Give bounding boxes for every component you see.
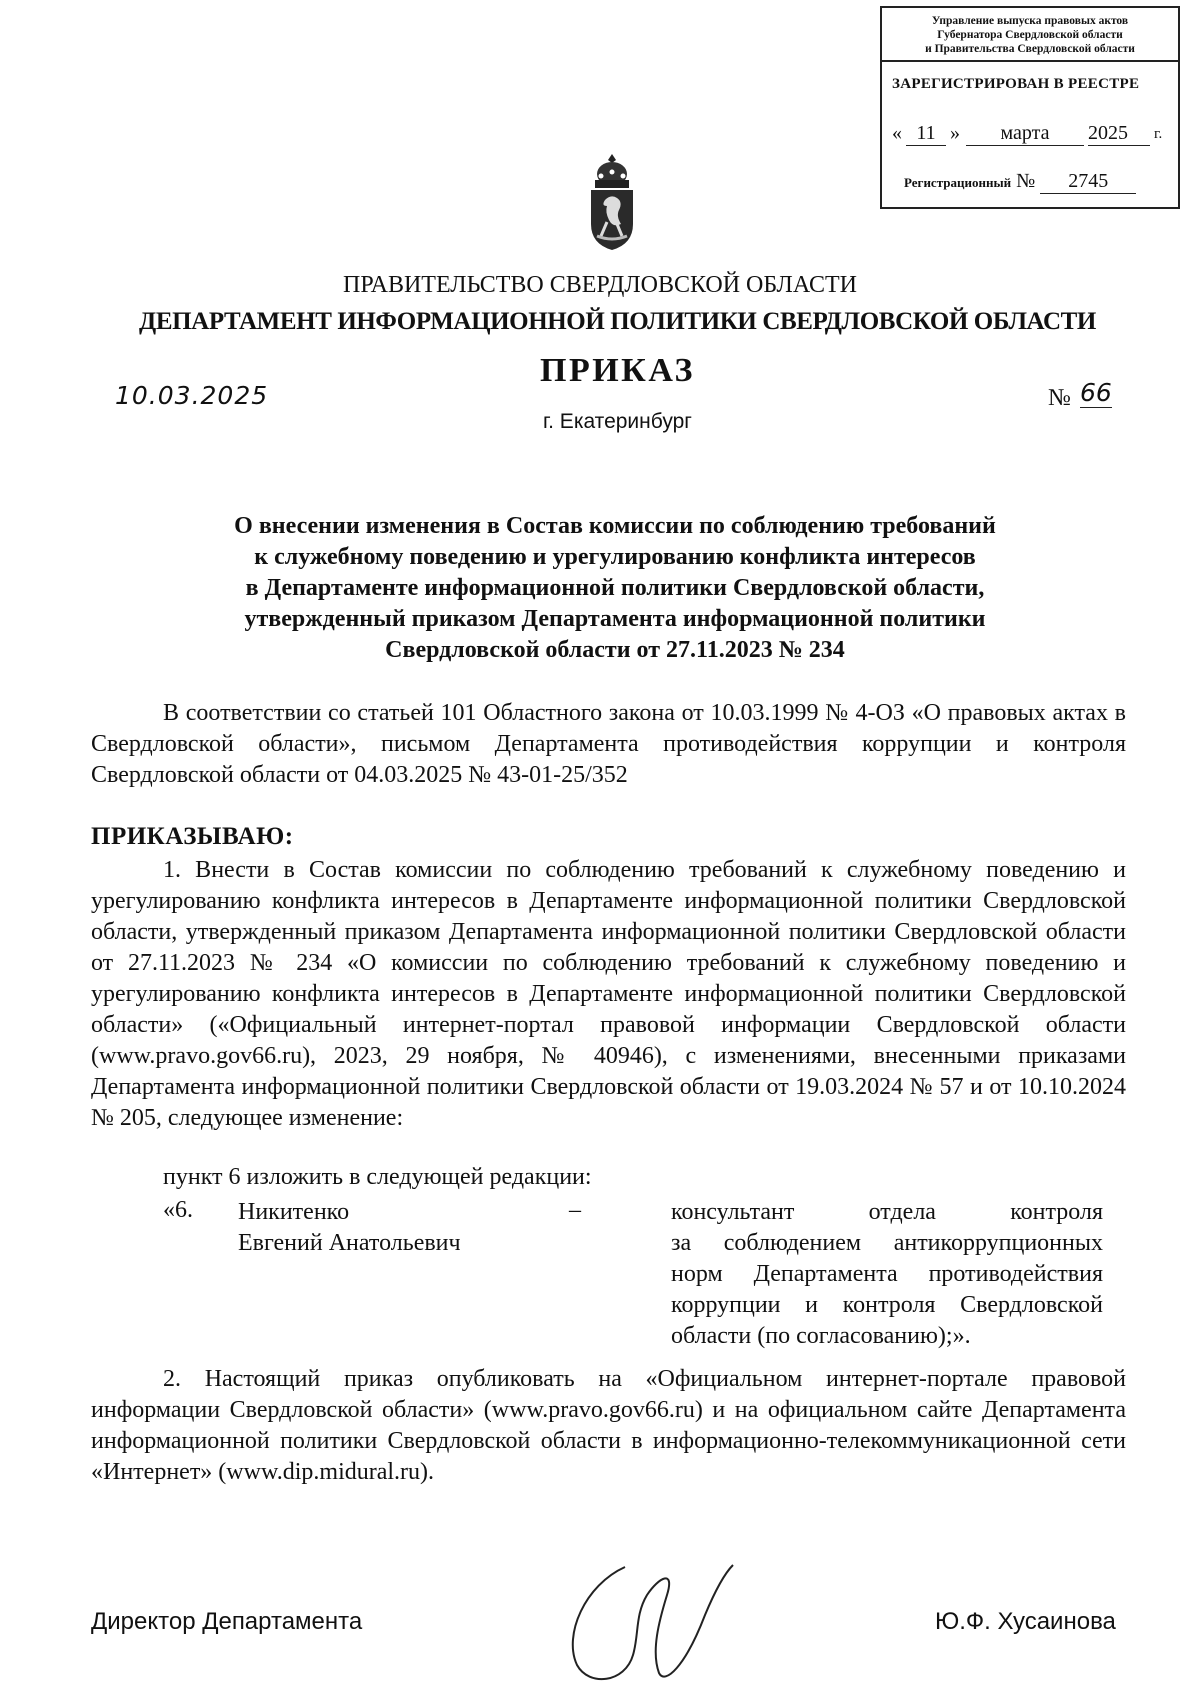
item-1-subparagraph: пункт 6 изложить в следующей редакции: [163,1164,592,1190]
item-1-paragraph: 1. Внести в Состав комиссии по соблюдению требований к служебному поведению и урегулированию конфликта интересов в Департаменте информационной политики Свердловской области, утвержденный приказом Департамента информационной политики Свердловской области от 27.11.2023 № 234 «О комиссии по соблюдению требований к служебному поведению и урегулированию конфликта интересов в Департаменте информационной политики Свердловской области» («Официальный интернет-портал правовой информации Свердловской области (www.pravo.gov66.ru), 2023, 29 ноября, № 40946), с изменениями, внесенными приказами Департамента информационной политики Свердловской области от 19.03.2024 № 57 и от 10.10.2024 № 205, следующее изменение: [91,857,1126,1131]
member-position-rest: за соблюдением антикоррупционных норм Департамента противодействия коррупции и контроля Свердловской области (по согласованию);». [671,1230,1103,1349]
stamp-day: 11 [906,122,946,146]
handwritten-date: 10.03.2025 [115,381,269,410]
city: г. Екатеринбург [543,410,692,433]
member-position-first-line: консультант отдела контроля [671,1199,1103,1225]
signatory-position: Директор Департамента [91,1608,363,1635]
document-subject [130,511,1100,666]
item-2-paragraph: 2. Настоящий приказ опубликовать на «Официальном интернет-портале правовой информации Свердловской области» (www.pravo.gov66.ru) и на официальном сайте Департамента информационной политики Свердловской области в информационно-телекоммуникационной сети «Интернет» (www.dip.midural.ru). [91,1366,1126,1485]
stamp-close-quote: » [950,122,960,144]
stamp-reg-number-label: Регистрационный [904,175,1012,190]
subject-line: О внесении изменения в Состав комиссии по соблюдению требований [234,513,996,539]
stamp-year-suffix: г. [1154,126,1163,142]
registry-stamp [880,6,1180,209]
stamp-header-line: и Правительства Свердловской области [925,43,1135,55]
stamp-month: марта [966,122,1084,146]
government-title: ПРАВИТЕЛЬСТВО СВЕРДЛОВСКОЙ ОБЛАСТИ [343,272,857,298]
stamp-open-quote: « [892,122,902,144]
member-dash: – [569,1197,581,1223]
document-type: ПРИКАЗ [540,352,695,389]
member-item-number: «6. [163,1197,193,1223]
signatory-name: Ю.Ф. Хусаинова [935,1608,1116,1635]
stamp-number-sign: № [1016,170,1036,192]
subject-line: Свердловской области от 27.11.2023 № 234 [385,637,845,663]
member-position [671,1197,1103,1352]
stamp-header [882,8,1178,62]
subject-line: в Департаменте информационной политики Свердловской области, [245,575,985,601]
preamble-paragraph: В соответствии со статьей 101 Областного закона от 10.03.1999 № 4-ОЗ «О правовых актах в Свердловской области», письмом Департамента противодействия коррупции и контроля Свердловской области от 04.03.2025 № 43-01-25/352 [91,700,1126,788]
member-given-names: Евгений Анатольевич [238,1230,461,1256]
stamp-reg-number [904,170,1136,194]
department-title: ДЕПАРТАМЕНТ ИНФОРМАЦИОННОЙ ПОЛИТИКИ СВЕРДЛОВСКОЙ ОБЛАСТИ [139,308,1096,335]
stamp-year: 2025 [1088,122,1150,146]
stamp-header-line: Губернатора Свердловской области [937,29,1123,41]
stamp-reg-number-value: 2745 [1040,170,1136,194]
stamp-header-line: Управление выпуска правовых актов [931,15,1129,27]
number-label: № [1048,385,1071,411]
member-surname: Никитенко [238,1199,350,1225]
ordering-word: ПРИКАЗЫВАЮ: [91,823,294,850]
stamp-registered-label: ЗАРЕГИСТРИРОВАН В РЕЕСТРЕ [892,76,1140,92]
member-name [238,1197,461,1259]
subject-line: к служебному поведению и урегулированию конфликта интересов [254,544,976,570]
handwritten-signature [555,1555,735,1690]
handwritten-number: 66 [1080,378,1112,407]
subject-line: утвержденный приказом Департамента информационной политики [244,606,986,632]
coat-of-arms-icon [585,152,639,252]
